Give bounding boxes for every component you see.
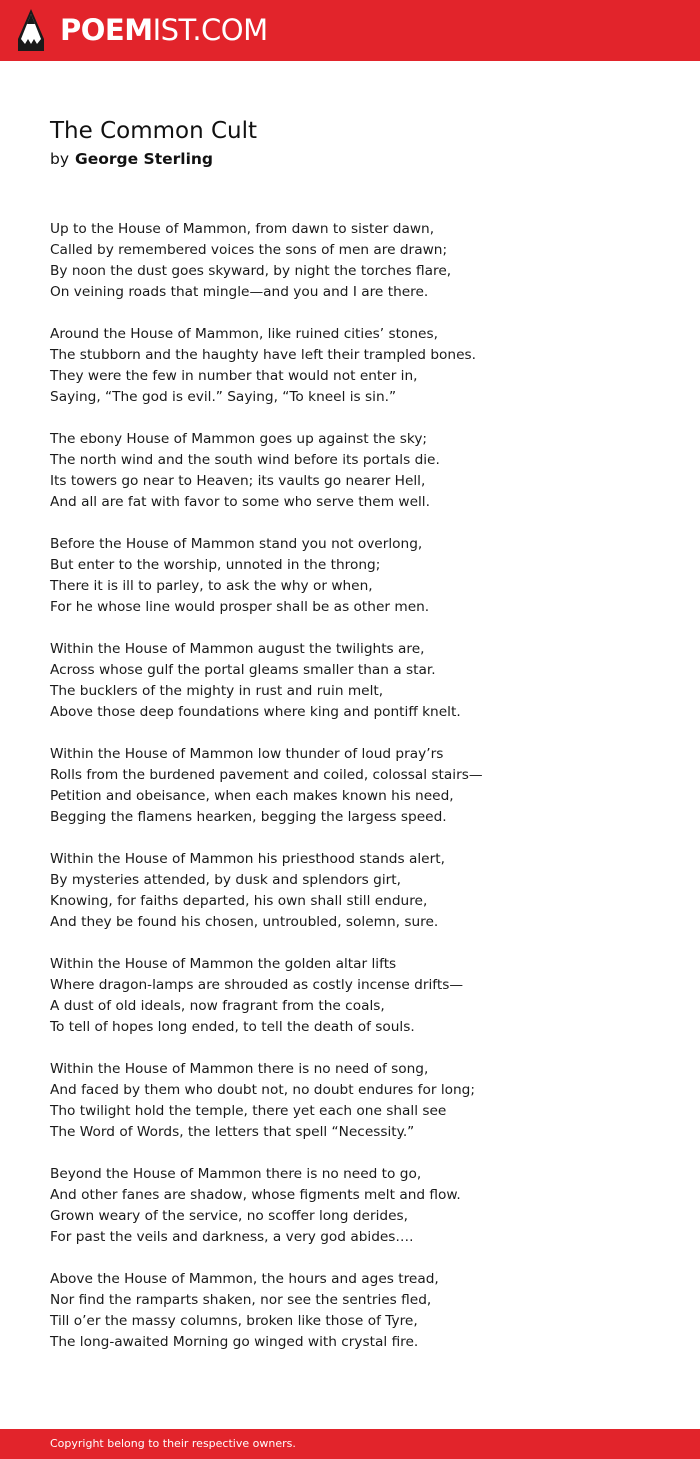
poem-line: On veining roads that mingle—and you and I are there.	[50, 284, 429, 300]
poem-line: To tell of hopes long ended, to tell the death of souls.	[50, 1019, 415, 1035]
poem-stanza	[50, 324, 670, 408]
poem-author: George Sterling	[75, 150, 214, 168]
site-footer	[0, 1429, 700, 1459]
poem-line: Within the House of Mammon the golden altar lifts	[50, 956, 397, 972]
site-logo-text	[60, 9, 268, 51]
poem-stanza	[50, 534, 670, 618]
copyright-text: Copyright belong to their respective owners.	[50, 1437, 296, 1450]
site-header	[0, 0, 700, 61]
poem-line: Tho twilight hold the temple, there yet each one shall see	[50, 1103, 447, 1119]
poem-line: Where dragon-lamps are shrouded as costly incense drifts—	[50, 977, 464, 993]
poem-line: Beyond the House of Mammon there is no need to go,	[50, 1166, 422, 1182]
poem-stanza	[50, 429, 670, 513]
poem-line: And they be found his chosen, untroubled, solemn, sure.	[50, 914, 439, 930]
poem-line: Nor find the ramparts shaken, nor see the sentries fled,	[50, 1292, 432, 1308]
by-label: by	[50, 150, 70, 168]
poem-line: Till o’er the massy columns, broken like those of Tyre,	[50, 1313, 418, 1329]
pencil-tip-icon	[18, 9, 44, 51]
poem-stanza	[50, 849, 670, 933]
poem-line: There it is ill to parley, to ask the why or when,	[50, 578, 373, 594]
poem-line: Before the House of Mammon stand you not overlong,	[50, 536, 423, 552]
poem-line: For he whose line would prosper shall be as other men.	[50, 599, 430, 615]
poem-line: Rolls from the burdened pavement and coiled, colossal stairs—	[50, 767, 483, 783]
poem-line: The stubborn and the haughty have left their trampled bones.	[50, 347, 476, 363]
poem-line: Saying, “The god is evil.” Saying, “To kneel is sin.”	[50, 389, 397, 405]
poem-line: They were the few in number that would not enter in,	[50, 368, 418, 384]
poem-line: Within the House of Mammon there is no need of song,	[50, 1061, 429, 1077]
poem-line: By mysteries attended, by dusk and splendors girt,	[50, 872, 401, 888]
poem-line: And other fanes are shadow, whose figments melt and flow.	[50, 1187, 461, 1203]
poem-line: The ebony House of Mammon goes up against the sky;	[50, 431, 428, 447]
poem-line: But enter to the worship, unnoted in the throng;	[50, 557, 381, 573]
poem-stanza	[50, 1269, 670, 1353]
poem-title: The Common Cult	[50, 118, 258, 144]
poem-line: The north wind and the south wind before its portals die.	[50, 452, 440, 468]
logo-text-bold: POEM	[60, 13, 153, 47]
poem-line: By noon the dust goes skyward, by night the torches flare,	[50, 263, 452, 279]
poem-line: The long-awaited Morning go winged with crystal fire.	[50, 1334, 419, 1350]
poem-line: Within the House of Mammon low thunder of loud pray’rs	[50, 746, 444, 762]
poem-stanza	[50, 954, 670, 1038]
poem-line: Around the House of Mammon, like ruined cities’ stones,	[50, 326, 438, 342]
poem-line: Petition and obeisance, when each makes known his need,	[50, 788, 454, 804]
poem-line: Knowing, for faiths departed, his own shall still endure,	[50, 893, 428, 909]
poem-line: The Word of Words, the letters that spell “Necessity.”	[50, 1124, 415, 1140]
poem-stanza	[50, 744, 670, 828]
poem-line: Above those deep foundations where king and pontiff knelt.	[50, 704, 461, 720]
poem-line: And all are fat with favor to some who serve them well.	[50, 494, 430, 510]
poem-stanza	[50, 1059, 670, 1143]
poem-stanza	[50, 1164, 670, 1248]
poem-line: Across whose gulf the portal gleams smaller than a star.	[50, 662, 436, 678]
poem-line: Within the House of Mammon his priesthood stands alert,	[50, 851, 445, 867]
poem-line: For past the veils and darkness, a very god abides….	[50, 1229, 414, 1245]
poem-stanza	[50, 639, 670, 723]
poem-line: Called by remembered voices the sons of men are drawn;	[50, 242, 448, 258]
poem-line: And faced by them who doubt not, no doubt endures for long;	[50, 1082, 475, 1098]
site-logo-link[interactable]	[18, 9, 268, 51]
poem-line: The bucklers of the mighty in rust and ruin melt,	[50, 683, 384, 699]
poem-line: Grown weary of the service, no scoffer long derides,	[50, 1208, 408, 1224]
logo-text-light: IST.COM	[152, 13, 268, 47]
poem-line: Up to the House of Mammon, from dawn to sister dawn,	[50, 221, 435, 237]
poem-line: Begging the flamens hearken, begging the largess speed.	[50, 809, 447, 825]
poem-byline	[50, 148, 213, 170]
poem-line: Its towers go near to Heaven; its vaults go nearer Hell,	[50, 473, 426, 489]
poem-line: Within the House of Mammon august the twilights are,	[50, 641, 425, 657]
poem-line: A dust of old ideals, now fragrant from the coals,	[50, 998, 385, 1014]
poem-line: Above the House of Mammon, the hours and ages tread,	[50, 1271, 439, 1287]
poem-stanza	[50, 219, 670, 303]
poem-body	[50, 219, 670, 1374]
